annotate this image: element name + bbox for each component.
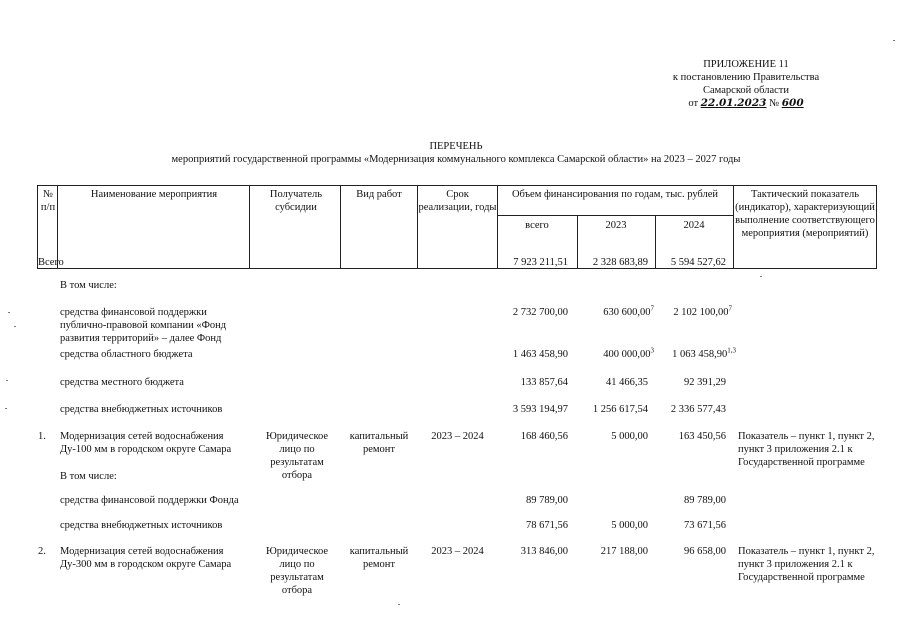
item-2-total: 313 846,00 xyxy=(520,546,568,557)
item-2-indicator: Показатель – пункт 1, пункт 2, пункт 3 приложения 2.1 к Государственной программе xyxy=(738,546,875,583)
row-total-2023: 2 328 683,89 xyxy=(592,257,648,268)
financing-subheader-line xyxy=(497,215,733,216)
col-line xyxy=(876,185,877,269)
header-2023: 2023 xyxy=(605,220,627,231)
scan-speck xyxy=(8,312,10,313)
item-2-work-type: капитальный ремонт xyxy=(349,546,409,570)
item-1-offbudget-2023: 5 000,00 xyxy=(611,520,648,531)
appendix-title: ПРИЛОЖЕНИЕ 11 xyxy=(703,59,789,70)
appendix-line-region: Самарской области xyxy=(703,85,789,96)
item-1-total: 168 460,56 xyxy=(520,431,568,442)
header-work-type: Вид работ xyxy=(356,189,402,200)
row-fund-label: средства финансовой поддержки публично-правовой компании «Фонд развития территорий» – далее Фонд xyxy=(60,307,227,344)
item-1-fund-label: средства финансовой поддержки Фонда xyxy=(60,495,239,506)
item-1-offbudget-2024: 73 671,56 xyxy=(684,520,726,531)
col-line xyxy=(733,185,734,269)
item-1-fund-2024: 89 789,00 xyxy=(684,495,726,506)
handwritten-date: 22.01.2023 xyxy=(700,97,767,109)
item-1-indicator: Показатель – пункт 1, пункт 2, пункт 3 приложения 2.1 к Государственной программе xyxy=(738,431,875,468)
handwritten-number: 600 xyxy=(781,97,804,109)
row-fund-2024: 2 102 100,00$^7$ xyxy=(673,304,732,318)
appendix-date-line xyxy=(636,97,856,110)
item-1-2024: 163 450,56 xyxy=(678,431,726,442)
row-total-sum: 7 923 211,51 xyxy=(513,257,568,268)
item-1-name: Модернизация сетей водоснабжения Ду-100 мм в городском округе Самара xyxy=(60,431,232,455)
row-total-label: Всего xyxy=(38,257,64,268)
appendix-block xyxy=(636,58,856,110)
row-regional-label: средства областного бюджета xyxy=(60,349,193,360)
header-financing: Объем финансирования по годам, тыс. рублей xyxy=(511,189,719,200)
scan-speck xyxy=(5,408,7,409)
item-1-fund-total: 89 789,00 xyxy=(526,495,568,506)
row-including-label: В том числе: xyxy=(60,280,117,291)
row-offbudget-2023: 1 256 617,54 xyxy=(592,404,648,415)
row-local-total: 133 857,64 xyxy=(520,377,568,388)
item-1-offbudget-total: 78 671,56 xyxy=(526,520,568,531)
row-fund-2023: 630 600,00$^7$ xyxy=(603,304,654,318)
item-1-offbudget-label: средства внебюджетных источников xyxy=(60,520,223,531)
header-name: Наименование мероприятия xyxy=(90,189,218,200)
header-total: всего xyxy=(525,220,549,231)
scan-speck xyxy=(6,380,8,381)
scan-speck xyxy=(398,604,400,605)
header-bottom-border xyxy=(37,268,877,269)
scan-speck xyxy=(14,326,16,327)
item-1-recipient: Юридическое лицо по результатам отбора xyxy=(265,431,329,481)
row-offbudget-2024: 2 336 577,43 xyxy=(670,404,726,415)
row-total-2024: 5 594 527,62 xyxy=(670,257,726,268)
row-local-2024: 92 391,29 xyxy=(684,377,726,388)
header-num: № п/п xyxy=(40,189,56,213)
header-indicator: Тактический показатель (индикатор), характеризующий выполнение соответствующего мероприятия (мероприятий) xyxy=(735,189,875,239)
row-regional-total: 1 463 458,90 xyxy=(512,349,568,360)
title-subheading: мероприятий государственной программы «Модернизация коммунального комплекса Самарской области» на 2023 – 2027 годы xyxy=(171,154,741,165)
item-1-including-label: В том числе: xyxy=(60,471,117,482)
header-period: Срок реализации, годы xyxy=(418,189,497,213)
header-2024: 2024 xyxy=(683,220,705,231)
row-offbudget-label: средства внебюджетных источников xyxy=(60,404,223,415)
item-1-work-type: капитальный ремонт xyxy=(349,431,409,455)
header-top-border xyxy=(37,185,877,186)
row-offbudget-total: 3 593 194,97 xyxy=(512,404,568,415)
item-2-recipient: Юридическое лицо по результатам отбора xyxy=(265,546,329,596)
title-heading: ПЕРЕЧЕНЬ xyxy=(429,141,483,152)
scan-speck xyxy=(893,40,895,41)
row-local-2023: 41 466,35 xyxy=(606,377,648,388)
item-2-number: 2. xyxy=(38,546,46,557)
item-2-period: 2023 – 2024 xyxy=(431,546,484,557)
item-2-2024: 96 658,00 xyxy=(684,546,726,557)
item-1-number: 1. xyxy=(38,431,46,442)
row-fund-total: 2 732 700,00 xyxy=(512,307,568,318)
row-regional-2024: 1 063 458,90$^{1,3}$ xyxy=(672,346,736,360)
item-1-2023: 5 000,00 xyxy=(611,431,648,442)
row-local-label: средства местного бюджета xyxy=(60,377,184,388)
appendix-line-resolution: к постановлению Правительства xyxy=(672,72,820,83)
number-prefix: № xyxy=(769,98,780,109)
row-regional-2023: 400 000,00$^3$ xyxy=(603,346,654,360)
item-2-2023: 217 188,00 xyxy=(600,546,648,557)
item-2-name: Модернизация сетей водоснабжения Ду-300 мм в городском округе Самара xyxy=(60,546,232,570)
item-1-period: 2023 – 2024 xyxy=(431,431,484,442)
header-recipient: Получатель субсидии xyxy=(269,189,323,213)
document-title xyxy=(0,140,912,166)
scan-speck xyxy=(760,276,762,277)
date-prefix: от xyxy=(688,98,699,109)
